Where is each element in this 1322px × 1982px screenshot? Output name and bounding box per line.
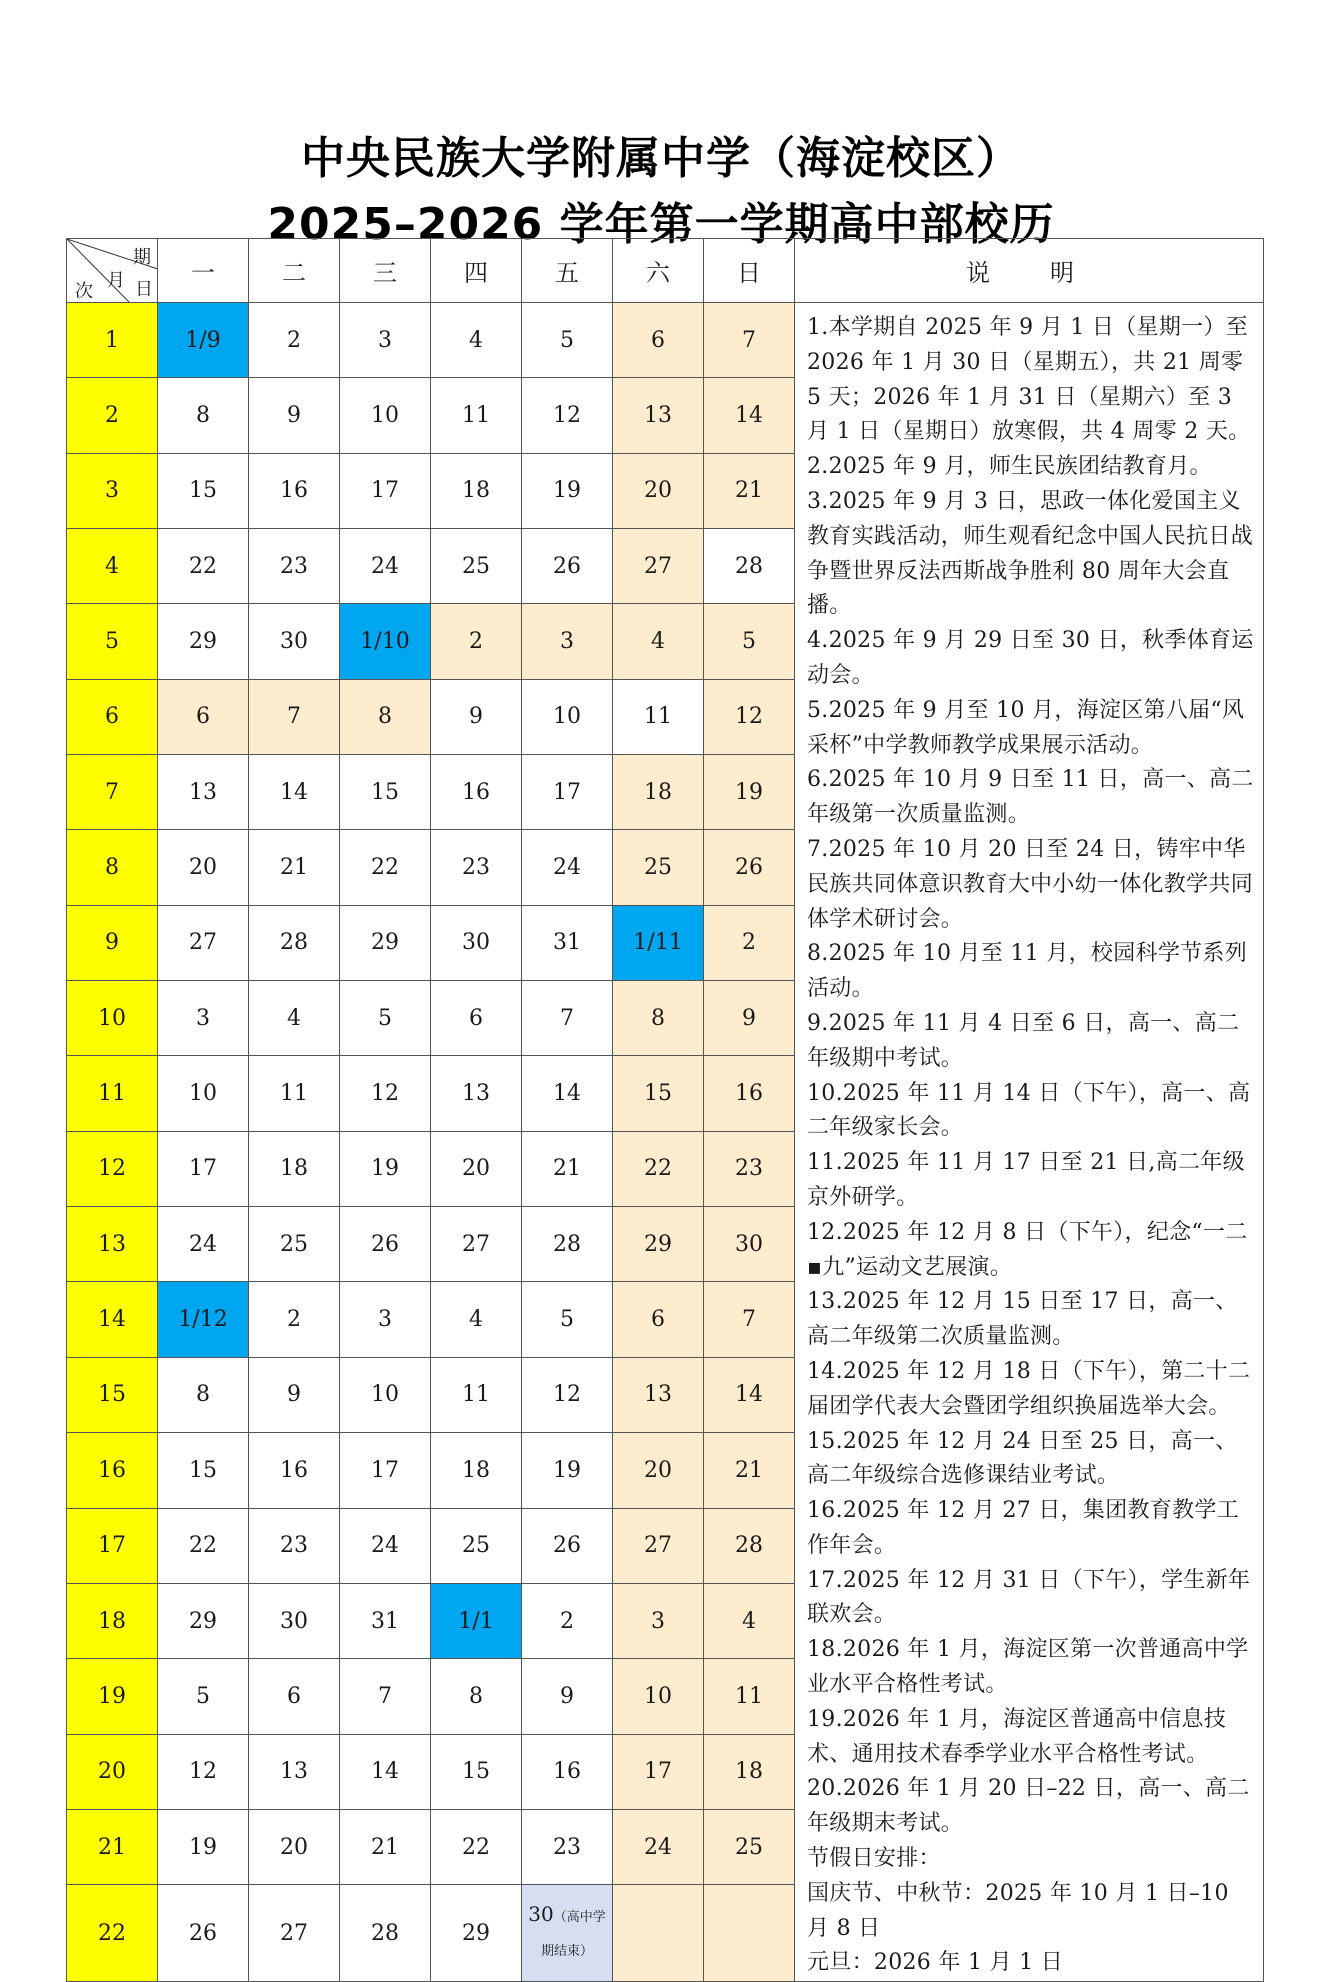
day-cell: 7 bbox=[522, 981, 613, 1056]
day-cell: 23 bbox=[704, 1131, 795, 1206]
day-cell: 20 bbox=[613, 1433, 704, 1508]
corner-label-ri: 日 bbox=[135, 279, 153, 300]
day-cell: 21 bbox=[704, 453, 795, 528]
week-number: 12 bbox=[67, 1131, 158, 1206]
week-number: 19 bbox=[67, 1659, 158, 1734]
day-cell: 12 bbox=[340, 1056, 431, 1131]
day-cell: 7 bbox=[340, 1659, 431, 1734]
day-cell bbox=[613, 1885, 704, 1982]
day-cell: 5 bbox=[704, 604, 795, 679]
day-cell: 14 bbox=[249, 755, 340, 830]
day-cell: 11 bbox=[431, 378, 522, 453]
day-cell: 15 bbox=[158, 453, 249, 528]
day-cell: 8 bbox=[340, 679, 431, 754]
page-title: 中央民族大学附属中学（海淀校区） bbox=[301, 133, 1021, 184]
day-cell: 28 bbox=[249, 905, 340, 980]
day-cell: 14 bbox=[704, 1357, 795, 1432]
day-cell: 7 bbox=[249, 679, 340, 754]
day-cell: 15 bbox=[613, 1056, 704, 1131]
day-cell: 17 bbox=[522, 755, 613, 830]
weekday-header-sun: 日 bbox=[704, 239, 795, 303]
note-item: 3.2025 年 9 月 3 日，思政一体化爱国主义教育实践活动，师生观看纪念中国人民抗日战争暨世界反法西斯战争胜利 80 周年大会直播。 bbox=[807, 488, 1254, 619]
day-cell: 27 bbox=[158, 905, 249, 980]
day-cell: 9 bbox=[522, 1659, 613, 1734]
day-cell: 23 bbox=[431, 830, 522, 905]
week-number: 5 bbox=[67, 604, 158, 679]
day-cell: 25 bbox=[249, 1207, 340, 1282]
day-cell: 28 bbox=[704, 1508, 795, 1583]
day-cell: 15 bbox=[158, 1433, 249, 1508]
day-cell: 13 bbox=[431, 1056, 522, 1131]
calendar-table bbox=[66, 238, 1264, 1982]
day-cell: 26 bbox=[158, 1885, 249, 1982]
week-number: 6 bbox=[67, 679, 158, 754]
note-item: 18.2026 年 1 月，海淀区第一次普通高中学业水平合格性考试。 bbox=[807, 1637, 1249, 1698]
day-cell: 2 bbox=[704, 905, 795, 980]
notes-panel bbox=[795, 303, 1264, 1982]
day-cell: 1/11 bbox=[613, 905, 704, 980]
note-item: 7.2025 年 10 月 20 日至 24 日，铸牢中华民族共同体意识教育大中小幼一体化教学共同体学术研讨会。 bbox=[807, 836, 1254, 932]
day-cell: 22 bbox=[158, 529, 249, 604]
day-cell: 27 bbox=[249, 1885, 340, 1982]
day-cell: 21 bbox=[340, 1809, 431, 1884]
day-cell: 28 bbox=[522, 1207, 613, 1282]
week-number: 16 bbox=[67, 1433, 158, 1508]
day-cell: 3 bbox=[522, 604, 613, 679]
corner-label-ci: 次 bbox=[75, 281, 93, 302]
day-cell: 11 bbox=[431, 1357, 522, 1432]
day-cell: 4 bbox=[704, 1583, 795, 1658]
day-cell: 3 bbox=[340, 303, 431, 378]
day-cell: 19 bbox=[522, 1433, 613, 1508]
day-cell: 13 bbox=[249, 1734, 340, 1809]
day-cell: 11 bbox=[249, 1056, 340, 1131]
header-row bbox=[67, 239, 1264, 303]
note-item: 元旦：2026 年 1 月 1 日 bbox=[807, 1950, 1064, 1976]
day-cell: 19 bbox=[158, 1809, 249, 1884]
day-cell: 26 bbox=[522, 1508, 613, 1583]
day-cell: 13 bbox=[613, 1357, 704, 1432]
weekday-header-mon: 一 bbox=[158, 239, 249, 303]
day-cell: 29 bbox=[340, 905, 431, 980]
day-cell: 5 bbox=[340, 981, 431, 1056]
day-cell: 16 bbox=[249, 453, 340, 528]
weekday-header-wed: 三 bbox=[340, 239, 431, 303]
day-cell: 3 bbox=[613, 1583, 704, 1658]
day-cell: 29 bbox=[158, 1583, 249, 1658]
day-cell: 1/1 bbox=[431, 1583, 522, 1658]
day-cell: 21 bbox=[522, 1131, 613, 1206]
day-cell: 9 bbox=[431, 679, 522, 754]
day-number: 30 bbox=[528, 1902, 554, 1927]
weekday-header-thu: 四 bbox=[431, 239, 522, 303]
day-cell: 25 bbox=[704, 1809, 795, 1884]
day-cell: 13 bbox=[158, 755, 249, 830]
day-cell: 24 bbox=[522, 830, 613, 905]
day-cell: 24 bbox=[340, 1508, 431, 1583]
week-number: 21 bbox=[67, 1809, 158, 1884]
day-cell: 6 bbox=[249, 1659, 340, 1734]
note-item: 节假日安排： bbox=[807, 1846, 941, 1872]
note-item: 13.2025 年 12 月 15 日至 17 日，高一、高二年级第二次质量监测。 bbox=[807, 1289, 1238, 1350]
day-cell: 21 bbox=[249, 830, 340, 905]
day-cell: 13 bbox=[613, 378, 704, 453]
day-cell: 23 bbox=[249, 529, 340, 604]
weekday-header-tue: 二 bbox=[249, 239, 340, 303]
day-cell: 28 bbox=[704, 529, 795, 604]
weekday-header-fri: 五 bbox=[522, 239, 613, 303]
day-cell: 17 bbox=[158, 1131, 249, 1206]
day-cell bbox=[704, 1885, 795, 1982]
day-cell: 5 bbox=[522, 1282, 613, 1357]
day-cell: 18 bbox=[704, 1734, 795, 1809]
day-cell: 24 bbox=[340, 529, 431, 604]
day-cell: 1/9 bbox=[158, 303, 249, 378]
note-item: 12.2025 年 12 月 8 日（下午），纪念“一二▪九”运动文艺展演。 bbox=[807, 1219, 1248, 1280]
week-number: 7 bbox=[67, 755, 158, 830]
note-item: 国庆节、中秋节：2025 年 10 月 1 日–10 月 8 日 bbox=[807, 1880, 1229, 1941]
day-cell: 9 bbox=[249, 378, 340, 453]
weekday-header-sat: 六 bbox=[613, 239, 704, 303]
day-cell: 10 bbox=[522, 679, 613, 754]
day-cell: 16 bbox=[522, 1734, 613, 1809]
day-cell: 12 bbox=[704, 679, 795, 754]
day-cell: 26 bbox=[704, 830, 795, 905]
corner-cell bbox=[67, 239, 158, 303]
day-cell: 6 bbox=[613, 1282, 704, 1357]
day-cell: 31 bbox=[522, 905, 613, 980]
day-cell: 26 bbox=[522, 529, 613, 604]
day-cell: 1/12 bbox=[158, 1282, 249, 1357]
day-cell: 2 bbox=[249, 303, 340, 378]
day-cell: 24 bbox=[158, 1207, 249, 1282]
day-cell: 4 bbox=[249, 981, 340, 1056]
day-cell: 27 bbox=[431, 1207, 522, 1282]
day-cell: 8 bbox=[431, 1659, 522, 1734]
day-cell: 11 bbox=[613, 679, 704, 754]
day-cell: 24 bbox=[613, 1809, 704, 1884]
day-cell: 30 bbox=[249, 604, 340, 679]
day-cell: 1/10 bbox=[340, 604, 431, 679]
day-cell: 29 bbox=[158, 604, 249, 679]
week-number: 15 bbox=[67, 1357, 158, 1432]
day-cell: 12 bbox=[158, 1734, 249, 1809]
day-cell: 30 bbox=[704, 1207, 795, 1282]
day-cell: 18 bbox=[249, 1131, 340, 1206]
day-cell: 7 bbox=[704, 1282, 795, 1357]
week-number: 11 bbox=[67, 1056, 158, 1131]
week-number: 22 bbox=[67, 1885, 158, 1982]
day-cell: 10 bbox=[158, 1056, 249, 1131]
day-cell: 8 bbox=[158, 378, 249, 453]
day-cell: 8 bbox=[158, 1357, 249, 1432]
note-item: 15.2025 年 12 月 24 日至 25 日，高一、高二年级综合选修课结业考试。 bbox=[807, 1428, 1238, 1489]
day-cell: 20 bbox=[431, 1131, 522, 1206]
week-number: 18 bbox=[67, 1583, 158, 1658]
day-cell: 23 bbox=[522, 1809, 613, 1884]
day-cell: 25 bbox=[431, 529, 522, 604]
note-item: 9.2025 年 11 月 4 日至 6 日，高一、高二年级期中考试。 bbox=[807, 1010, 1240, 1071]
day-cell: 11 bbox=[704, 1659, 795, 1734]
day-cell: 4 bbox=[431, 1282, 522, 1357]
week-number: 8 bbox=[67, 830, 158, 905]
day-cell: 18 bbox=[431, 453, 522, 528]
day-cell: 29 bbox=[431, 1885, 522, 1982]
day-cell: 22 bbox=[158, 1508, 249, 1583]
day-cell: 28 bbox=[340, 1885, 431, 1982]
day-cell: 19 bbox=[340, 1131, 431, 1206]
day-cell: 6 bbox=[158, 679, 249, 754]
day-cell: 4 bbox=[613, 604, 704, 679]
day-cell: 16 bbox=[431, 755, 522, 830]
week-number: 14 bbox=[67, 1282, 158, 1357]
day-cell: 6 bbox=[431, 981, 522, 1056]
note-item: 19.2026 年 1 月，海淀区普通高中信息技术、通用技术春季学业水平合格性考试。 bbox=[807, 1706, 1227, 1767]
day-cell: 4 bbox=[431, 303, 522, 378]
day-cell: 9 bbox=[704, 981, 795, 1056]
day-cell: 2 bbox=[431, 604, 522, 679]
note-item: 8.2025 年 10 月至 11 月，校园科学节系列活动。 bbox=[807, 941, 1248, 1002]
day-cell bbox=[522, 1885, 613, 1982]
day-cell: 5 bbox=[158, 1659, 249, 1734]
day-cell: 2 bbox=[522, 1583, 613, 1658]
day-cell: 8 bbox=[613, 981, 704, 1056]
day-cell: 20 bbox=[613, 453, 704, 528]
day-cell: 30 bbox=[431, 905, 522, 980]
note-item: 14.2025 年 12 月 18 日（下午），第二十二届团学代表大会暨团学组织换届选举大会。 bbox=[807, 1358, 1251, 1419]
corner-label-yue: 月 bbox=[107, 270, 125, 291]
note-item: 1.本学期自 2025 年 9 月 1 日（星期一）至 2026 年 1 月 30 日（星期五），共 21 周零 5 天；2026 年 1 月 31 日（星期六）至 3 月 1 日（星期日）放寒假，共 4 周零 2 天。 bbox=[807, 315, 1251, 445]
day-cell: 14 bbox=[704, 378, 795, 453]
day-cell: 30 bbox=[249, 1583, 340, 1658]
day-cell: 25 bbox=[613, 830, 704, 905]
day-cell: 18 bbox=[613, 755, 704, 830]
week-number: 3 bbox=[67, 453, 158, 528]
day-cell: 5 bbox=[522, 303, 613, 378]
day-cell: 9 bbox=[249, 1357, 340, 1432]
day-cell: 2 bbox=[249, 1282, 340, 1357]
day-cell: 12 bbox=[522, 378, 613, 453]
note-item: 2.2025 年 9 月，师生民族团结教育月。 bbox=[807, 454, 1212, 480]
week-number: 13 bbox=[67, 1207, 158, 1282]
day-cell: 20 bbox=[249, 1809, 340, 1884]
note-item: 5.2025 年 9 月至 10 月，海淀区第八届“风采杯”中学教师教学成果展示活动。 bbox=[807, 697, 1245, 758]
day-cell: 27 bbox=[613, 1508, 704, 1583]
page-subtitle: 2025–2026 学年第一学期高中部校历 bbox=[267, 199, 1055, 250]
day-cell: 15 bbox=[431, 1734, 522, 1809]
day-cell: 19 bbox=[522, 453, 613, 528]
day-cell: 23 bbox=[249, 1508, 340, 1583]
note-item: 4.2025 年 9 月 29 日至 30 日，秋季体育运动会。 bbox=[807, 628, 1254, 688]
week-number: 10 bbox=[67, 981, 158, 1056]
day-cell: 3 bbox=[340, 1282, 431, 1357]
day-cell: 18 bbox=[431, 1433, 522, 1508]
day-cell: 12 bbox=[522, 1357, 613, 1432]
day-cell: 7 bbox=[704, 303, 795, 378]
day-cell: 22 bbox=[613, 1131, 704, 1206]
note-item: 17.2025 年 12 月 31 日（下午），学生新年联欢会。 bbox=[807, 1567, 1251, 1628]
day-cell: 17 bbox=[340, 453, 431, 528]
day-cell: 20 bbox=[158, 830, 249, 905]
note-item: 16.2025 年 12 月 27 日，集团教育教学工作年会。 bbox=[807, 1498, 1240, 1558]
day-cell: 14 bbox=[522, 1056, 613, 1131]
day-cell: 19 bbox=[704, 755, 795, 830]
day-cell: 10 bbox=[613, 1659, 704, 1734]
day-cell: 10 bbox=[340, 378, 431, 453]
day-cell: 22 bbox=[431, 1809, 522, 1884]
day-cell: 17 bbox=[340, 1433, 431, 1508]
day-cell: 3 bbox=[158, 981, 249, 1056]
day-cell: 16 bbox=[249, 1433, 340, 1508]
week-number: 17 bbox=[67, 1508, 158, 1583]
week-row bbox=[67, 303, 1264, 378]
week-number: 2 bbox=[67, 378, 158, 453]
day-cell: 10 bbox=[340, 1357, 431, 1432]
day-cell: 31 bbox=[340, 1583, 431, 1658]
day-cell: 22 bbox=[340, 830, 431, 905]
day-cell: 26 bbox=[340, 1207, 431, 1282]
week-number: 1 bbox=[67, 303, 158, 378]
note-item: 20.2026 年 1 月 20 日–22 日，高一、高二年级期末考试。 bbox=[807, 1776, 1250, 1837]
day-cell: 15 bbox=[340, 755, 431, 830]
week-number: 9 bbox=[67, 905, 158, 980]
notes-header: 说 明 bbox=[795, 239, 1264, 303]
week-number: 20 bbox=[67, 1734, 158, 1809]
week-number: 4 bbox=[67, 529, 158, 604]
term-end-label: （高中学期结束） bbox=[540, 1910, 606, 1960]
day-cell: 17 bbox=[613, 1734, 704, 1809]
day-cell: 25 bbox=[431, 1508, 522, 1583]
day-cell: 6 bbox=[613, 303, 704, 378]
day-cell: 14 bbox=[340, 1734, 431, 1809]
day-cell: 21 bbox=[704, 1433, 795, 1508]
day-cell: 16 bbox=[704, 1056, 795, 1131]
note-item: 6.2025 年 10 月 9 日至 11 日，高一、高二年级第一次质量监测。 bbox=[807, 767, 1254, 828]
note-item: 11.2025 年 11 月 17 日至 21 日,高二年级京外研学。 bbox=[807, 1150, 1245, 1210]
day-cell: 27 bbox=[613, 529, 704, 604]
day-cell: 29 bbox=[613, 1207, 704, 1282]
note-item: 10.2025 年 11 月 14 日（下午），高一、高二年级家长会。 bbox=[807, 1080, 1251, 1141]
corner-label-qi: 期 bbox=[133, 247, 151, 268]
